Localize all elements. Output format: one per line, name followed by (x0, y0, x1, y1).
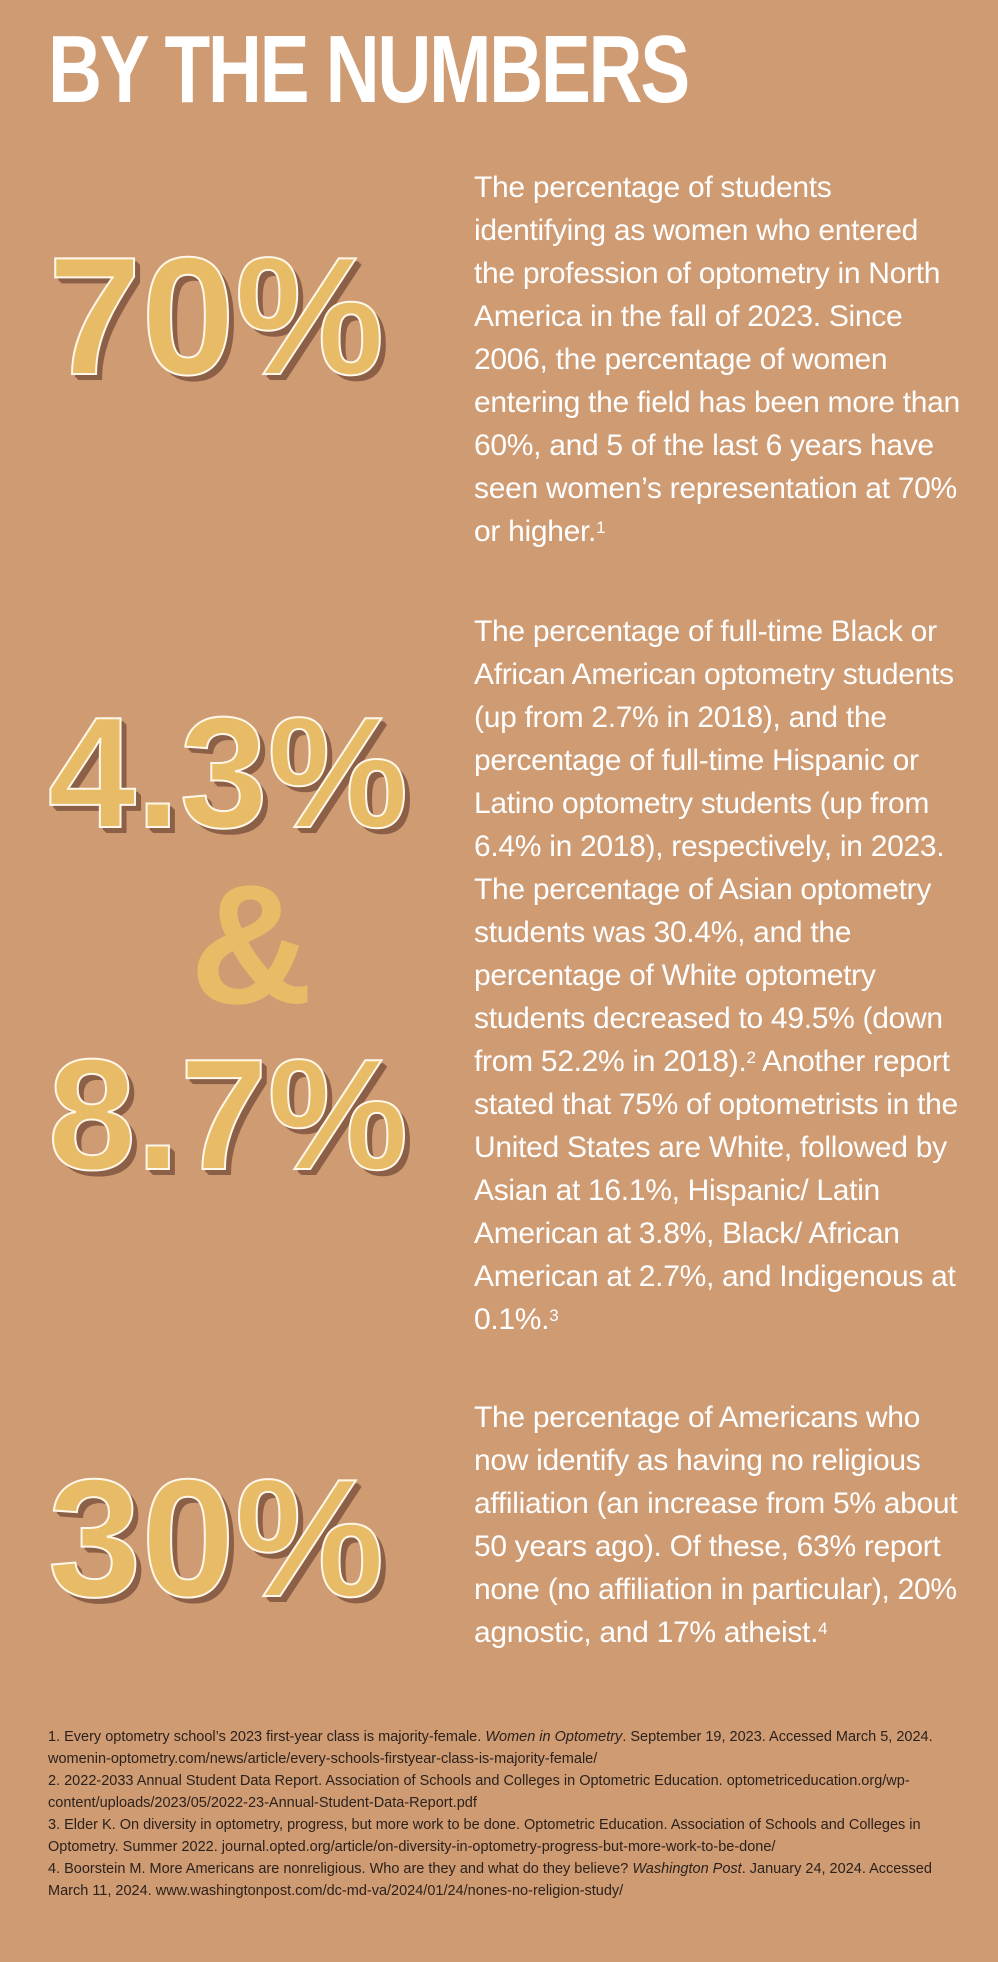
stat-description-nonreligious (474, 1396, 964, 1654)
stat-text: The percentage of Americans who now identify as having no religious affiliation (an increase from 5% about 50 years ago). Of these, 63% report none (no affiliation in particular), 20% agnostic, and 17% atheist. (474, 1401, 958, 1649)
page-title: BY THE NUMBERS (48, 16, 688, 123)
stat-figure-black-students: 4.3% (48, 685, 409, 861)
stat-text: Another report stated that 75% of optometrists in the United States are White, followed by Asian at 16.1%, Hispanic/ Latin American at 3.8%, Black/ African American at 2.7%, and Indigenous at 0.1%. (474, 1045, 958, 1336)
footnote-ref: 3 (549, 1306, 559, 1325)
stat-figure-hispanic-students: 8.7% (48, 1027, 409, 1203)
stat-figure-nonreligious: 30% (48, 1444, 385, 1632)
footnote-1: 1. Every optometry school’s 2023 first-year class is majority-female. Women in Optometry. September 19, 2023. Accessed March 5, 2024. womenin-optometry.com/news/article/every-schools-firstyear-class-is-majority-female/ (48, 1729, 933, 1767)
ampersand: & (190, 850, 313, 1040)
stat-description-diversity (474, 610, 964, 1341)
footnote-4: 4. Boorstein M. More Americans are nonreligious. Who are they and what do they believe? Washington Post. January 24, 2024. Accessed March 11, 2024. www.washingtonpost.com/dc-md-va/2024/01/24/nones-no-religion-study/ (48, 1861, 932, 1899)
footnotes (48, 1726, 948, 1902)
stat-text: The percentage of full-time Black or African American optometry students (up from 2.7% in 2018), and the percentage of full-time Hispanic or Latino optometry students (up from 6.4% in 2018), respectively, in 2023. The percentage of Asian optometry students was 30.4%, and the percentage of White optometry students decreased to 49.5% (down from 52.2% in 2018). (474, 615, 954, 1078)
footnote-ref: 2 (746, 1048, 756, 1067)
footnote-ref: 4 (818, 1619, 828, 1638)
footnote-3: 3. Elder K. On diversity in optometry, progress, but more work to be done. Optometric Education. Association of Schools and Colleges in Optometry. Summer 2022. journal.opted.org/article/on-diversity-in-optometry-progress-but-more-work-to-be-done/ (48, 1817, 921, 1855)
stat-figure-women: 70% (48, 222, 385, 410)
footnote-2: 2. 2022-2033 Annual Student Data Report. Association of Schools and Colleges in Optometric Education. optometriceducation.org/wp-content/uploads/2023/05/2022-23-Annual-Student-Data-Report.pdf (48, 1773, 910, 1811)
footnote-ref: 1 (596, 518, 606, 537)
stat-description-women (474, 166, 964, 553)
stat-text: The percentage of students identifying as women who entered the profession of optometry in North America in the fall of 2023. Since 2006, the percentage of women entering the field has been more than 60%, and 5 of the last 6 years have seen women’s representation at 70% or higher. (474, 171, 960, 548)
